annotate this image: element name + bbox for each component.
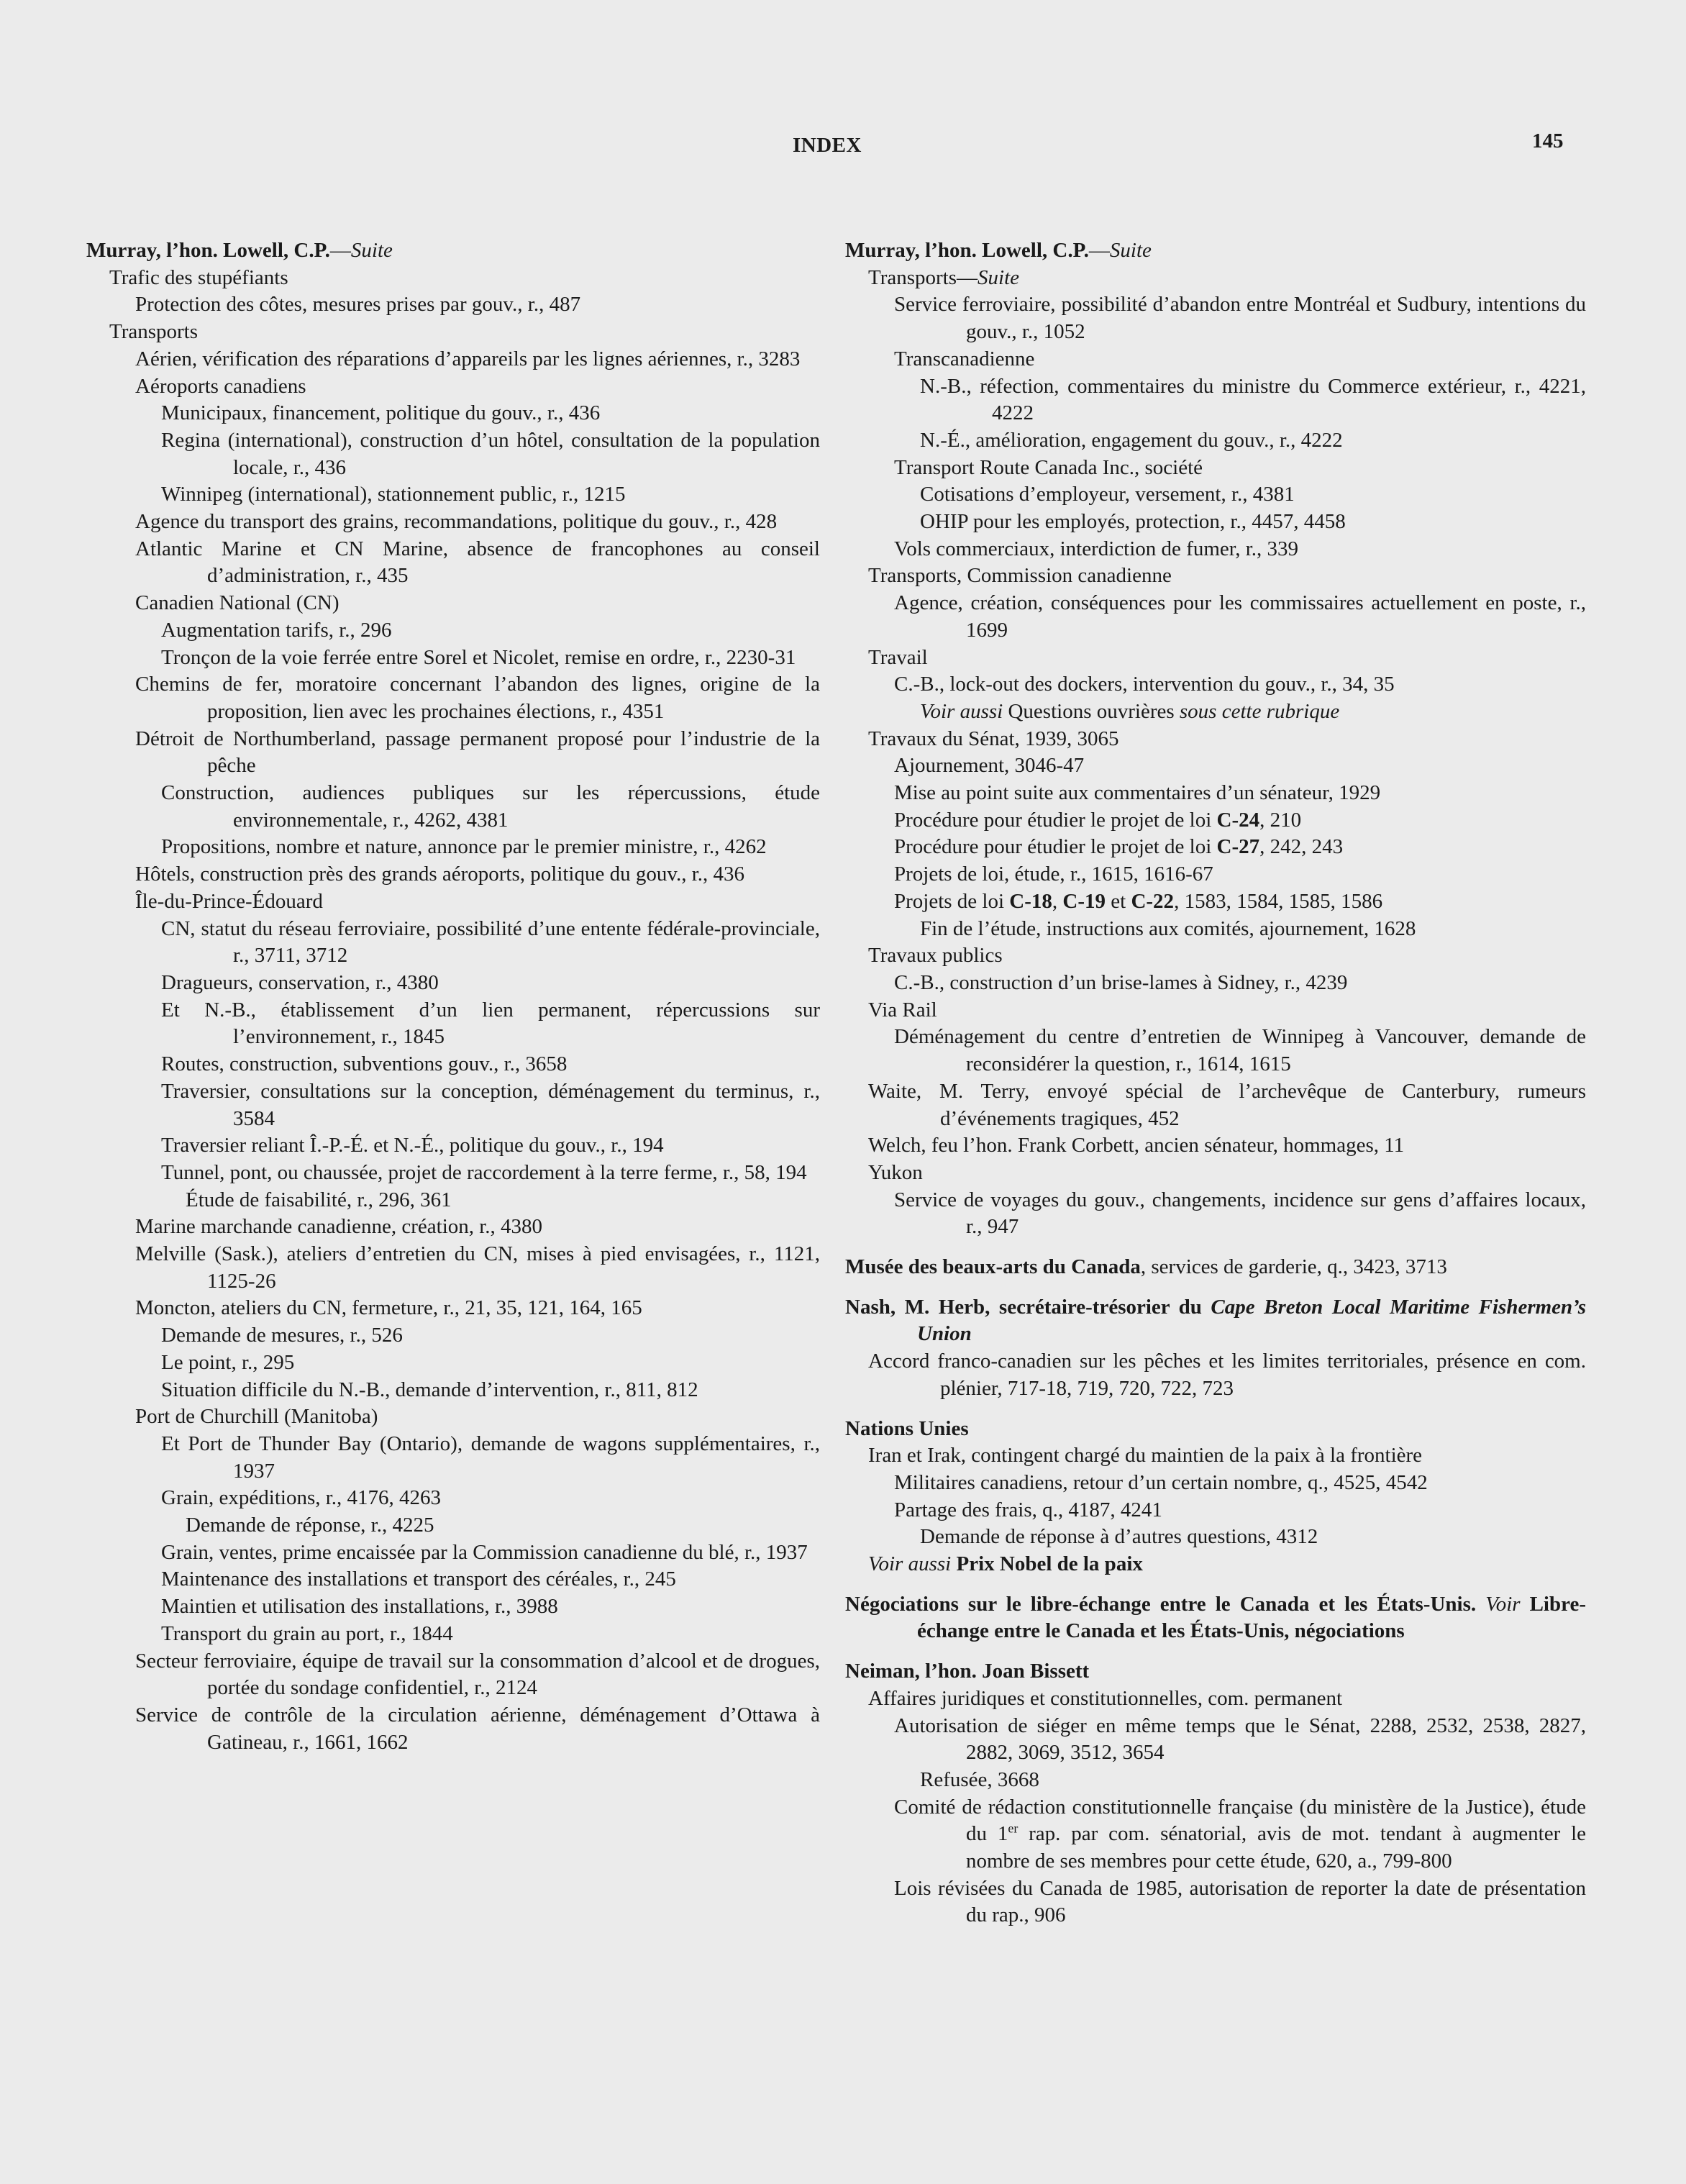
index-entry: Mise au point suite aux commentaires d’un sénateur, 1929 [894, 781, 1381, 805]
index-entry: Détroit de Northumberland, passage permanent proposé pour l’industrie de la pêche [135, 727, 820, 778]
index-entry: Moncton, ateliers du CN, fermeture, r., 21, 35, 121, 164, 165 [135, 1296, 642, 1320]
index-entry: Routes, construction, subventions gouv., r., 3658 [161, 1052, 568, 1076]
index-entry: Aéroports canadiens [135, 374, 306, 398]
index-entry: N.-É., amélioration, engagement du gouv., r., 4222 [920, 428, 1343, 452]
index-entry: Service de contrôle de la circulation aérienne, déménagement d’Ottawa à Gatineau, r., 1661, 1662 [135, 1703, 820, 1754]
index-entry: OHIP pour les employés, protection, r., 4457, 4458 [920, 510, 1346, 534]
index-column-left [86, 237, 820, 1756]
index-entry: Accord franco-canadien sur les pêches et les limites territoriales, présence en com. plénier, 717-18, 719, 720, 722, 723 [868, 1350, 1586, 1400]
index-entry: Transports, Commission canadienne [868, 564, 1172, 588]
page-header-title: INDEX [793, 134, 862, 157]
index-entry: Protection des côtes, mesures prises par gouv., r., 487 [135, 293, 581, 317]
index-entry: Canadien National (CN) [135, 591, 340, 615]
index-entry: Service ferroviaire, possibilité d’abandon entre Montréal et Sudbury, intentions du gouv., r., 1052 [894, 293, 1586, 344]
index-entry: Agence, création, conséquences pour les commissaires actuellement en poste, r., 1699 [894, 591, 1586, 642]
index-entry: Yukon [868, 1160, 923, 1184]
index-entry: Traversier reliant Î.-P.-É. et N.-É., politique du gouv., r., 194 [161, 1134, 664, 1157]
index-entry: Affaires juridiques et constitutionnelles, com. permanent [868, 1686, 1343, 1710]
index-entry: Traversier, consultations sur la conception, déménagement du terminus, r., 3584 [161, 1079, 820, 1130]
index-heading: Murray, l’hon. Lowell, C.P.—Suite [845, 239, 1152, 262]
index-entry: Propositions, nombre et nature, annonce par le premier ministre, r., 4262 [161, 835, 767, 859]
index-entry: Comité de rédaction constitutionnelle française (du ministère de la Justice), étude du 1er rap. par com. sénatorial, avis de mot. tendant à augmenter le nombre de ses membres pour cette étude, 620, a., 799-800 [894, 1795, 1586, 1873]
index-entry: Grain, ventes, prime encaissée par la Commission canadienne du blé, r., 1937 [161, 1540, 808, 1564]
index-entry: Étude de faisabilité, r., 296, 361 [186, 1188, 452, 1211]
index-entry: Lois révisées du Canada de 1985, autorisation de reporter la date de présentation du rap., 906 [894, 1876, 1586, 1927]
index-entry: Regina (international), construction d’un hôtel, consultation de la population locale, r., 436 [161, 428, 820, 479]
index-entry: Maintenance des installations et transport des céréales, r., 245 [161, 1568, 676, 1591]
index-entry: Maintien et utilisation des installations, r., 3988 [161, 1595, 558, 1619]
index-entry: Aérien, vérification des réparations d’appareils par les lignes aériennes, r., 3283 [135, 347, 801, 370]
index-entry: CN, statut du réseau ferroviaire, possibilité d’une entente fédérale-provinciale, r., 3711, 3712 [161, 916, 820, 968]
index-entry: Transports—Suite [868, 265, 1020, 289]
index-entry: Déménagement du centre d’entretien de Winnipeg à Vancouver, demande de reconsidérer la question, r., 1614, 1615 [894, 1025, 1586, 1076]
index-heading: Nations Unies [845, 1416, 969, 1440]
index-entry: Procédure pour étudier le projet de loi C-27, 242, 243 [894, 835, 1344, 859]
index-entry: Transport du grain au port, r., 1844 [161, 1621, 453, 1645]
index-heading: Murray, l’hon. Lowell, C.P.—Suite [86, 239, 393, 262]
index-entry: Autorisation de siéger en même temps que le Sénat, 2288, 2532, 2538, 2827, 2882, 3069, 3512, 3654 [894, 1714, 1586, 1765]
index-entry: Welch, feu l’hon. Frank Corbett, ancien sénateur, hommages, 11 [868, 1134, 1405, 1157]
index-entry: Procédure pour étudier le projet de loi C-24, 210 [894, 808, 1302, 832]
index-entry: Demande de réponse, r., 4225 [186, 1514, 434, 1537]
index-entry: Trafic des stupéfiants [109, 265, 288, 289]
index-entry: Partage des frais, q., 4187, 4241 [894, 1498, 1162, 1521]
index-entry: Situation difficile du N.-B., demande d’intervention, r., 811, 812 [161, 1378, 698, 1401]
index-entry: Voir aussi Prix Nobel de la paix [868, 1552, 1143, 1576]
index-entry: Voir aussi Questions ouvrières sous cette rubrique [920, 699, 1340, 723]
index-entry: Fin de l’étude, instructions aux comités, ajournement, 1628 [920, 916, 1416, 940]
index-entry: Service de voyages du gouv., changements, incidence sur gens d’affaires locaux, r., 947 [894, 1188, 1586, 1239]
index-entry: Tunnel, pont, ou chaussée, projet de raccordement à la terre ferme, r., 58, 194 [161, 1160, 807, 1184]
index-entry: Travaux publics [868, 944, 1003, 968]
index-column-right [845, 237, 1586, 1929]
index-entry: Tronçon de la voie ferrée entre Sorel et Nicolet, remise en ordre, r., 2230-31 [161, 645, 796, 669]
index-entry: Le point, r., 295 [161, 1350, 295, 1374]
index-entry: Grain, expéditions, r., 4176, 4263 [161, 1486, 442, 1510]
index-entry: Via Rail [868, 998, 937, 1022]
index-entry: Vols commerciaux, interdiction de fumer, r., 339 [894, 537, 1299, 560]
index-heading: Neiman, l’hon. Joan Bissett [845, 1660, 1090, 1683]
index-entry: Construction, audiences publiques sur les répercussions, étude environnementale, r., 4262, 4381 [161, 781, 820, 832]
index-entry: Chemins de fer, moratoire concernant l’abandon des lignes, origine de la proposition, lien avec les prochaines élections, r., 4351 [135, 673, 820, 723]
index-entry: N.-B., réfection, commentaires du ministre du Commerce extérieur, r., 4221, 4222 [920, 374, 1586, 425]
index-entry: Militaires canadiens, retour d’un certain nombre, q., 4525, 4542 [894, 1470, 1428, 1494]
index-entry: Projets de loi C-18, C-19 et C-22, 1583, 1584, 1585, 1586 [894, 889, 1383, 913]
index-entry: Et N.-B., établissement d’un lien permanent, répercussions sur l’environnement, r., 1845 [161, 998, 820, 1049]
index-entry: Agence du transport des grains, recommandations, politique du gouv., r., 428 [135, 510, 778, 534]
index-entry: Secteur ferroviaire, équipe de travail sur la consommation d’alcool et de drogues, portée du sondage confidentiel, r., 2124 [135, 1649, 820, 1700]
index-heading: Musée des beaux-arts du Canada, services de garderie, q., 3423, 3713 [845, 1255, 1447, 1279]
index-entry: Travail [868, 645, 928, 669]
index-entry: Augmentation tarifs, r., 296 [161, 618, 392, 642]
index-heading: Négociations sur le libre-échange entre le Canada et les États-Unis. Voir Libre-échange entre le Canada et les États-Unis, négociations [845, 1592, 1586, 1643]
index-entry: Port de Churchill (Manitoba) [135, 1405, 378, 1429]
index-entry: Marine marchande canadienne, création, r., 4380 [135, 1215, 543, 1239]
index-entry: Demande de mesures, r., 526 [161, 1324, 403, 1347]
index-entry: C.-B., construction d’un brise-lames à Sidney, r., 4239 [894, 970, 1348, 994]
index-entry: Dragueurs, conservation, r., 4380 [161, 970, 439, 994]
index-entry: Transport Route Canada Inc., société [894, 455, 1203, 479]
page-number: 145 [1532, 129, 1564, 153]
index-entry: Demande de réponse à d’autres questions, 4312 [920, 1525, 1318, 1549]
index-entry: Melville (Sask.), ateliers d’entretien du CN, mises à pied envisagées, r., 1121, 1125-26 [135, 1242, 820, 1293]
index-entry: Transcanadienne [894, 347, 1035, 370]
index-entry: Et Port de Thunder Bay (Ontario), demande de wagons supplémentaires, r., 1937 [161, 1432, 820, 1483]
index-entry: Waite, M. Terry, envoyé spécial de l’archevêque de Canterbury, rumeurs d’événements tragiques, 452 [868, 1079, 1586, 1130]
index-entry: Ajournement, 3046-47 [894, 754, 1085, 778]
index-entry: Winnipeg (international), stationnement public, r., 1215 [161, 483, 626, 506]
index-entry: Travaux du Sénat, 1939, 3065 [868, 727, 1119, 750]
index-entry: C.-B., lock-out des dockers, intervention du gouv., r., 34, 35 [894, 673, 1395, 696]
index-entry: Municipaux, financement, politique du gouv., r., 436 [161, 401, 601, 425]
index-heading: Nash, M. Herb, secrétaire-trésorier du Cape Breton Local Maritime Fishermen’s Union [845, 1295, 1586, 1346]
index-entry: Cotisations d’employeur, versement, r., 4381 [920, 483, 1295, 506]
index-entry: Iran et Irak, contingent chargé du maintien de la paix à la frontière [868, 1444, 1423, 1468]
index-entry: Refusée, 3668 [920, 1767, 1039, 1791]
index-entry: Île-du-Prince-Édouard [135, 889, 323, 913]
index-entry: Atlantic Marine et CN Marine, absence de francophones au conseil d’administration, r., 435 [135, 537, 820, 588]
index-entry: Transports [109, 320, 199, 344]
index-entry: Hôtels, construction près des grands aéroports, politique du gouv., r., 436 [135, 863, 745, 886]
index-entry: Projets de loi, étude, r., 1615, 1616-67 [894, 863, 1213, 886]
